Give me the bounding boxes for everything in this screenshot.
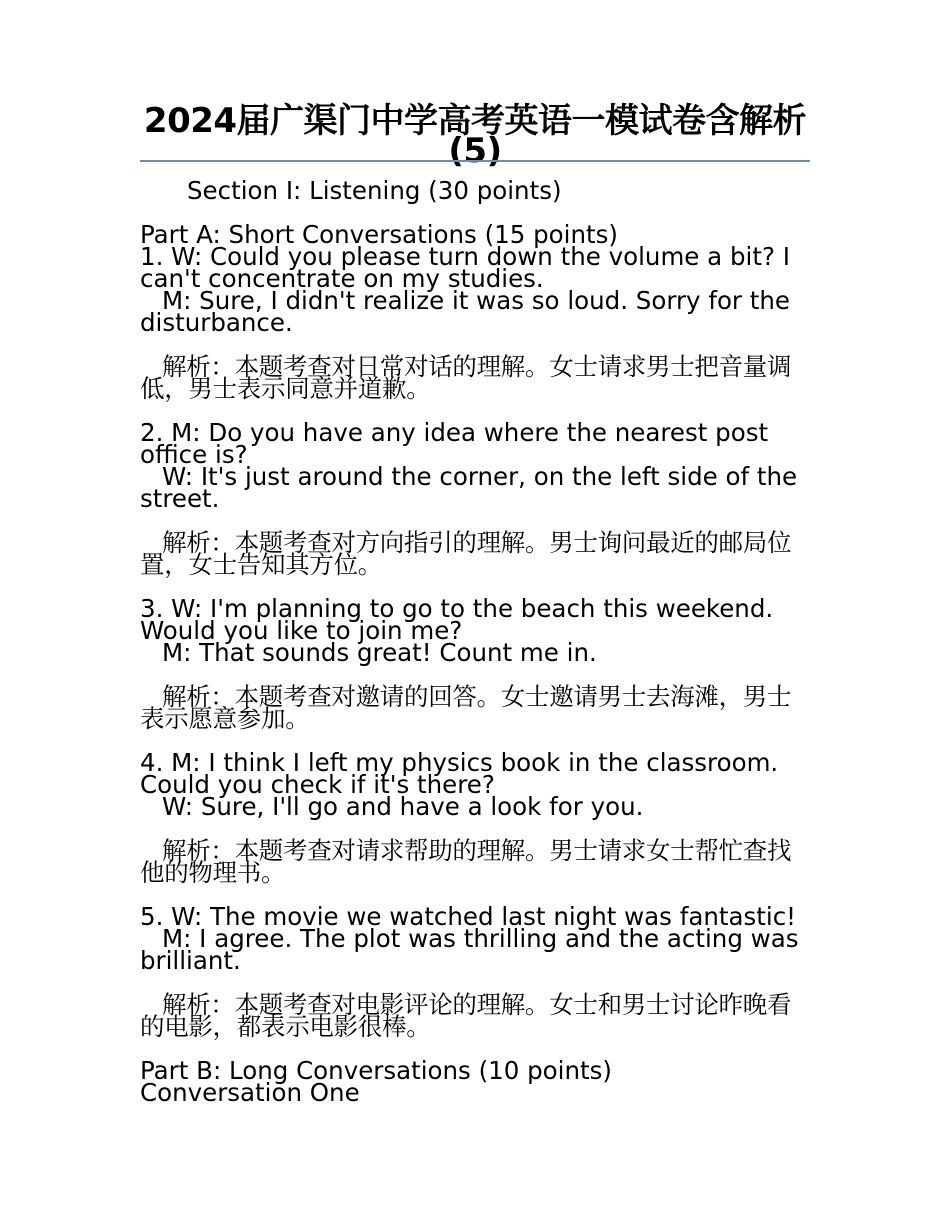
part-a-heading: Part A: Short Conversations (15 points) <box>140 220 618 249</box>
answer-line: W: Sure, I'll go and have a look for you. <box>162 792 644 821</box>
conversation-item-3 <box>140 594 810 752</box>
answer-line: street. <box>140 484 220 513</box>
analysis-line: 解析：本题考查对日常对话的理解。女士请求男士把音量调 <box>162 352 792 381</box>
analysis-line: 他的物理书。 <box>140 858 286 887</box>
analysis-line: 解析：本题考查对邀请的回答。女士邀请男士去海滩，男士 <box>162 682 792 711</box>
document-body <box>140 176 810 1107</box>
question-line: can't concentrate on my studies. <box>140 264 544 293</box>
section-heading: Section I: Listening (30 points) <box>187 176 562 205</box>
title-divider <box>140 160 810 162</box>
question-line: 3. W: I'm planning to go to the beach this weekend. <box>140 594 774 623</box>
analysis-line: 解析：本题考查对方向指引的理解。男士询问最近的邮局位 <box>162 528 792 557</box>
answer-line: W: It's just around the corner, on the left side of the <box>162 462 798 491</box>
conversation-item-4 <box>140 748 810 906</box>
question-line: 4. M: I think I left my physics book in the classroom. <box>140 748 779 777</box>
question-line: 5. W: The movie we watched last night was fantastic! <box>140 902 796 931</box>
question-line: Could you check if it's there? <box>140 770 495 799</box>
analysis-line: 置，女士告知其方位。 <box>140 550 382 579</box>
answer-line: M: That sounds great! Count me in. <box>162 638 597 667</box>
page-title: 2024届广渠门中学高考英语一模试卷含解析(5) <box>143 101 807 171</box>
question-line: office is? <box>140 440 248 469</box>
conversation-item-2 <box>140 418 810 598</box>
part-b-heading: Part B: Long Conversations (10 points) <box>140 1056 612 1085</box>
answer-line: disturbance. <box>140 308 293 337</box>
answer-line: M: I agree. The plot was thrilling and the acting was <box>162 924 799 953</box>
answer-line: brilliant. <box>140 946 241 975</box>
conversation-item-1 <box>140 242 810 422</box>
question-line: 2. M: Do you have any idea where the nearest post <box>140 418 769 447</box>
question-line: 1. W: Could you please turn down the volume a bit? I <box>140 242 790 271</box>
question-line: Would you like to join me? <box>140 616 463 645</box>
analysis-line: 解析：本题考查对电影评论的理解。女士和男士讨论昨晚看 <box>162 990 792 1019</box>
analysis-line: 低，男士表示同意并道歉。 <box>140 374 431 403</box>
analysis-line: 表示愿意参加。 <box>140 704 310 733</box>
part-b-subheading: Conversation One <box>140 1078 360 1107</box>
answer-line: M: Sure, I didn't realize it was so loud. Sorry for the <box>162 286 791 315</box>
conversation-item-5 <box>140 902 810 1060</box>
analysis-line: 的电影，都表示电影很棒。 <box>140 1012 431 1041</box>
analysis-line: 解析：本题考查对请求帮助的理解。男士请求女士帮忙查找 <box>162 836 792 865</box>
